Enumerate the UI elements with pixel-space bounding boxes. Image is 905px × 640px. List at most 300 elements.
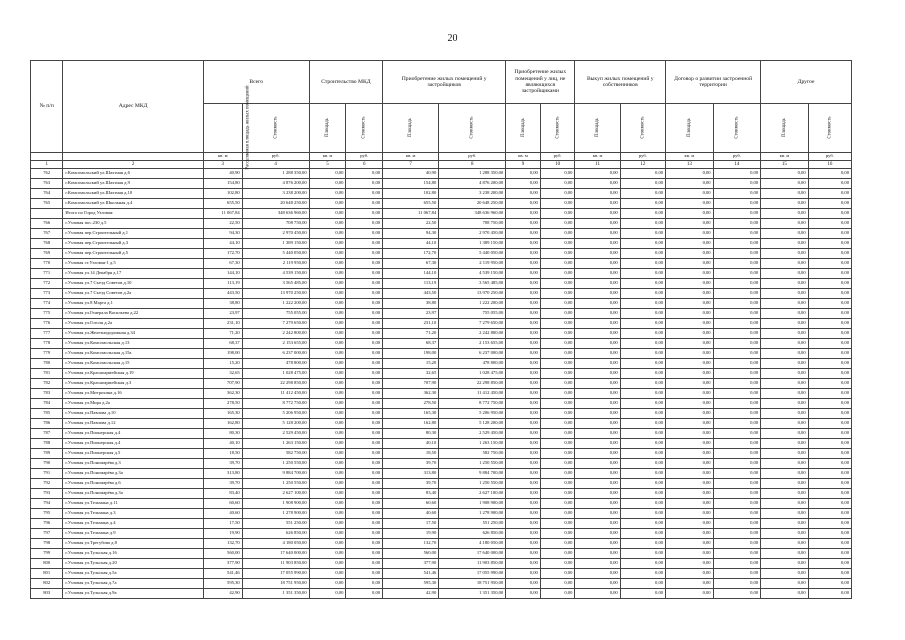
header-group-buyout: Выкуп жилых помещений у собственников [575, 61, 666, 104]
row-other-area: 0,00 [575, 409, 620, 419]
row-other-cost: 0,00 [540, 449, 575, 459]
row-construction-area: 0,00 [309, 429, 346, 439]
row-total-cost: 2 529 450,00 [242, 429, 309, 439]
row-construction-area: 0,00 [309, 419, 346, 429]
row-construction-area: 0,00 [309, 479, 346, 489]
row-other-cost: 0,00 [713, 349, 761, 359]
row-other-cost: 0,00 [713, 519, 761, 529]
row-developer-area: 19,90 [383, 529, 439, 539]
row-other-area: 0,00 [575, 509, 620, 519]
row-developer-area: 11 067,84 [383, 209, 439, 219]
row-total-cost: 755 055,00 [242, 309, 309, 319]
row-other-cost: 0,00 [713, 579, 761, 589]
row-other-area: 0,00 [666, 399, 714, 409]
row-other-area: 0,00 [506, 549, 541, 559]
row-construction-area: 0,00 [309, 589, 346, 599]
row-other-area: 0,00 [575, 279, 620, 289]
row-other-area: 0,00 [761, 219, 809, 229]
row-construction-cost: 0,00 [346, 169, 383, 179]
row-total-cost: 478 800,00 [242, 359, 309, 369]
row-total-area: 144,10 [203, 269, 242, 279]
row-other-cost: 0,00 [808, 189, 851, 199]
row-total-area: 595,30 [203, 579, 242, 589]
row-address: г.Комсомольский ул.Шахтная д.10 [63, 189, 203, 199]
column-number: 6 [346, 161, 383, 169]
row-other-cost: 0,00 [620, 279, 665, 289]
row-other-cost: 0,00 [620, 589, 665, 599]
row-construction-cost: 0,00 [346, 319, 383, 329]
row-construction-cost: 0,00 [346, 299, 383, 309]
row-other-area: 0,00 [506, 349, 541, 359]
row-other-area: 0,00 [666, 569, 714, 579]
row-other-area: 0,00 [506, 209, 541, 219]
row-other-cost: 0,00 [620, 459, 665, 469]
table-row [31, 529, 852, 539]
row-other-cost: 0,00 [808, 419, 851, 429]
row-other-area: 0,00 [506, 389, 541, 399]
table-row [31, 259, 852, 269]
unit-cost: руб. [242, 153, 309, 161]
row-other-area: 0,00 [666, 409, 714, 419]
row-address: г.Узловая пер.Строительный д.3 [63, 239, 203, 249]
row-construction-cost: 0,00 [346, 549, 383, 559]
row-total-area: 32,65 [203, 369, 242, 379]
row-construction-area: 0,00 [309, 279, 346, 289]
row-other-cost: 0,00 [620, 489, 665, 499]
row-total-area: 198,00 [203, 349, 242, 359]
row-other-cost: 0,00 [620, 469, 665, 479]
column-number: 12 [620, 161, 665, 169]
row-total-area: 443,50 [203, 289, 242, 299]
row-address: г.Узловая ул.Тельмана д.9 [63, 529, 203, 539]
row-other-cost: 0,00 [620, 319, 665, 329]
row-other-area: 0,00 [506, 499, 541, 509]
row-other-area: 0,00 [761, 359, 809, 369]
header-area-label: Площадь [325, 118, 330, 138]
row-other-cost: 0,00 [808, 359, 851, 369]
row-developer-cost: 4 876 200,00 [439, 179, 506, 189]
row-other-cost: 0,00 [713, 249, 761, 259]
row-construction-cost: 0,00 [346, 239, 383, 249]
row-other-area: 0,00 [506, 299, 541, 309]
row-other-area: 0,00 [761, 289, 809, 299]
row-other-area: 0,00 [761, 459, 809, 469]
row-total-area: 17,50 [203, 519, 242, 529]
row-other-cost: 0,00 [808, 329, 851, 339]
table-row [31, 289, 852, 299]
row-other-cost: 0,00 [540, 519, 575, 529]
row-address: Итого по Город Узловая: [63, 209, 203, 219]
row-other-cost: 0,00 [808, 549, 851, 559]
row-construction-area: 0,00 [309, 339, 346, 349]
row-other-area: 0,00 [575, 259, 620, 269]
row-other-cost: 0,00 [713, 239, 761, 249]
table-row [31, 469, 852, 479]
row-other-cost: 0,00 [620, 399, 665, 409]
row-construction-area: 0,00 [309, 439, 346, 449]
row-other-cost: 0,00 [540, 219, 575, 229]
row-other-area: 0,00 [575, 449, 620, 459]
row-developer-area: 22,50 [383, 219, 439, 229]
row-other-area: 0,00 [761, 309, 809, 319]
row-other-area: 0,00 [575, 209, 620, 219]
row-other-area: 0,00 [506, 449, 541, 459]
table-row [31, 349, 852, 359]
row-other-cost: 0,00 [620, 539, 665, 549]
row-construction-area: 0,00 [309, 349, 346, 359]
row-other-cost: 0,00 [808, 399, 851, 409]
row-number: 798 [31, 539, 63, 549]
row-other-cost: 0,00 [540, 569, 575, 579]
row-total-area: 11 067,84 [203, 209, 242, 219]
row-address: г.Узловая ул.Пионерская д.5 [63, 449, 203, 459]
row-other-area: 0,00 [506, 459, 541, 469]
row-other-cost: 0,00 [620, 429, 665, 439]
header-group-construction: Строительство МКД [309, 61, 382, 104]
row-address: г.Узловая пер.Строительный д.5 [63, 249, 203, 259]
row-other-area: 0,00 [506, 379, 541, 389]
row-construction-cost: 0,00 [346, 399, 383, 409]
column-number: 11 [575, 161, 620, 169]
row-other-cost: 0,00 [540, 409, 575, 419]
row-address: г.Узловая пос.230 д.5 [63, 219, 203, 229]
header-area-label: Площадь [781, 118, 787, 138]
row-construction-cost: 0,00 [346, 559, 383, 569]
row-other-cost: 0,00 [540, 339, 575, 349]
header-area [666, 104, 714, 153]
row-other-cost: 0,00 [713, 279, 761, 289]
row-other-cost: 0,00 [540, 179, 575, 189]
row-other-cost: 0,00 [540, 319, 575, 329]
row-other-area: 0,00 [666, 549, 714, 559]
row-construction-cost: 0,00 [346, 529, 383, 539]
unit-cell-empty [31, 153, 63, 161]
row-other-cost: 0,00 [713, 359, 761, 369]
row-construction-area: 0,00 [309, 229, 346, 239]
row-other-cost: 0,00 [808, 369, 851, 379]
row-construction-area: 0,00 [309, 399, 346, 409]
row-other-area: 0,00 [761, 369, 809, 379]
row-developer-cost: 5 440 050,00 [439, 249, 506, 259]
row-construction-cost: 0,00 [346, 229, 383, 239]
row-other-cost: 0,00 [713, 399, 761, 409]
row-number: 802 [31, 579, 63, 589]
page-number: 20 [447, 33, 458, 44]
resettlement-table [30, 60, 852, 599]
row-address: г.Узловая ул.7 Съезд Советов д.2а [63, 289, 203, 299]
row-construction-area: 0,00 [309, 299, 346, 309]
row-other-cost: 0,00 [808, 209, 851, 219]
row-developer-cost: 5 206 950,00 [439, 409, 506, 419]
table-row [31, 569, 852, 579]
row-other-area: 0,00 [575, 379, 620, 389]
row-address: г.Узловая ул.14 Декабря д.17 [63, 269, 203, 279]
row-total-cost: 4 539 150,00 [242, 269, 309, 279]
row-developer-area: 443,50 [383, 289, 439, 299]
row-construction-area: 0,00 [309, 559, 346, 569]
row-other-area: 0,00 [575, 249, 620, 259]
row-other-area: 0,00 [506, 569, 541, 579]
row-total-area: 15,20 [203, 359, 242, 369]
row-total-area: 132,70 [203, 539, 242, 549]
row-other-cost: 0,00 [540, 399, 575, 409]
row-developer-cost: 1 263 150,00 [439, 439, 506, 449]
row-other-cost: 0,00 [620, 359, 665, 369]
row-other-cost: 0,00 [620, 559, 665, 569]
row-construction-area: 0,00 [309, 249, 346, 259]
header-area-label: Расселяемая площадь жилых помещений [245, 85, 251, 171]
row-other-cost: 0,00 [713, 259, 761, 269]
row-other-cost: 0,00 [713, 379, 761, 389]
row-developer-cost: 2 529 450,00 [439, 429, 506, 439]
row-other-area: 0,00 [506, 399, 541, 409]
row-other-area: 0,00 [575, 169, 620, 179]
header-area-label: Площадь [686, 118, 692, 138]
row-total-area: 18,50 [203, 449, 242, 459]
row-address: г.Узловая ул.Тульская д.5а [63, 569, 203, 579]
row-other-cost: 0,00 [808, 349, 851, 359]
row-other-area: 0,00 [575, 479, 620, 489]
row-developer-area: 15,20 [383, 359, 439, 369]
unit-area: кв. м [575, 153, 620, 161]
row-other-area: 0,00 [761, 409, 809, 419]
row-other-area: 0,00 [666, 169, 714, 179]
row-developer-cost: 2 242 800,00 [439, 329, 506, 339]
row-other-area: 0,00 [575, 239, 620, 249]
row-developer-cost: 13 970 250,00 [439, 289, 506, 299]
header-units [31, 153, 852, 161]
row-other-cost: 0,00 [808, 379, 851, 389]
row-construction-area: 0,00 [309, 269, 346, 279]
row-other-cost: 0,00 [540, 389, 575, 399]
row-other-area: 0,00 [666, 249, 714, 259]
row-address: г.Узловая ул.7 Съезд Советов д.10 [63, 279, 203, 289]
unit-cost: руб. [620, 153, 665, 161]
row-construction-area: 0,00 [309, 179, 346, 189]
row-number: 775 [31, 309, 63, 319]
row-developer-area: 17,50 [383, 519, 439, 529]
row-total-area: 102,80 [203, 189, 242, 199]
row-other-cost: 0,00 [540, 429, 575, 439]
row-other-cost: 0,00 [540, 299, 575, 309]
row-other-area: 0,00 [761, 179, 809, 189]
row-construction-cost: 0,00 [346, 209, 383, 219]
header-cost [620, 104, 665, 153]
row-other-cost: 0,00 [808, 499, 851, 509]
row-construction-area: 0,00 [309, 289, 346, 299]
row-other-area: 0,00 [575, 549, 620, 559]
row-other-cost: 0,00 [808, 459, 851, 469]
row-construction-cost: 0,00 [346, 579, 383, 589]
row-other-area: 0,00 [761, 489, 809, 499]
row-other-cost: 0,00 [713, 179, 761, 189]
row-other-cost: 0,00 [620, 229, 665, 239]
row-address: г.Узловая ул.Комсомольская д.13 [63, 339, 203, 349]
row-total-cost: 1 250 550,00 [242, 459, 309, 469]
row-total-area: 40,90 [203, 169, 242, 179]
row-other-area: 0,00 [575, 269, 620, 279]
row-other-cost: 0,00 [620, 579, 665, 589]
row-other-cost: 0,00 [620, 419, 665, 429]
row-address: г.Узловая ул.Гоголя д.2а [63, 319, 203, 329]
table-row [31, 409, 852, 419]
row-other-cost: 0,00 [540, 229, 575, 239]
row-total-cost: 1 263 150,00 [242, 439, 309, 449]
row-other-area: 0,00 [575, 459, 620, 469]
row-construction-area: 0,00 [309, 529, 346, 539]
row-address: г.Узловая ул.Генерала Васильева д.22 [63, 309, 203, 319]
row-other-cost: 0,00 [540, 329, 575, 339]
row-other-cost: 0,00 [620, 339, 665, 349]
row-developer-cost: 5 128 200,00 [439, 419, 506, 429]
row-total-cost: 626 850,00 [242, 529, 309, 539]
row-number: 765 [31, 199, 63, 209]
row-other-area: 0,00 [506, 439, 541, 449]
table-row [31, 299, 852, 309]
column-number: 7 [383, 161, 439, 169]
row-other-area: 0,00 [506, 229, 541, 239]
row-other-cost: 0,00 [808, 299, 851, 309]
row-total-cost: 4 180 050,00 [242, 539, 309, 549]
row-address: г.Узловая пер.Строительный д.1 [63, 229, 203, 239]
row-developer-cost: 4 539 150,00 [439, 269, 506, 279]
row-total-area: 83,40 [203, 489, 242, 499]
row-other-area: 0,00 [575, 299, 620, 309]
row-other-area: 0,00 [761, 399, 809, 409]
row-address: г.Узловая ул.Тельмана д.11 [63, 499, 203, 509]
row-other-cost: 0,00 [540, 379, 575, 389]
row-total-area: 278,50 [203, 399, 242, 409]
column-number: 1 [31, 161, 63, 169]
row-other-area: 0,00 [506, 239, 541, 249]
row-other-area: 0,00 [575, 309, 620, 319]
row-other-area: 0,00 [575, 189, 620, 199]
row-number: 803 [31, 589, 63, 599]
row-other-area: 0,00 [575, 329, 620, 339]
row-other-area: 0,00 [666, 509, 714, 519]
row-construction-cost: 0,00 [346, 409, 383, 419]
row-total-area: 39,70 [203, 479, 242, 489]
row-number: 772 [31, 279, 63, 289]
table-row [31, 339, 852, 349]
row-other-cost: 0,00 [620, 189, 665, 199]
row-developer-area: 44,10 [383, 239, 439, 249]
row-other-area: 0,00 [761, 549, 809, 559]
column-number: 15 [761, 161, 809, 169]
row-construction-area: 0,00 [309, 309, 346, 319]
header-cost [242, 104, 309, 153]
row-other-area: 0,00 [761, 239, 809, 249]
row-other-area: 0,00 [666, 309, 714, 319]
row-other-area: 0,00 [761, 439, 809, 449]
row-total-cost: 1 908 900,00 [242, 499, 309, 509]
row-construction-area: 0,00 [309, 329, 346, 339]
row-number: 791 [31, 469, 63, 479]
row-other-cost: 0,00 [540, 539, 575, 549]
row-other-cost: 0,00 [713, 319, 761, 329]
row-construction-area: 0,00 [309, 409, 346, 419]
row-total-area: 60,60 [203, 499, 242, 509]
row-address: г.Узловая ул.Павлова д.10 [63, 409, 203, 419]
row-other-cost: 0,00 [620, 249, 665, 259]
row-address: г.Узловая ст.Узловая-1 д.5 [63, 259, 203, 269]
row-other-area: 0,00 [575, 579, 620, 589]
row-other-cost: 0,00 [713, 449, 761, 459]
row-other-area: 0,00 [761, 539, 809, 549]
row-other-area: 0,00 [666, 219, 714, 229]
row-other-cost: 0,00 [620, 529, 665, 539]
row-other-cost: 0,00 [808, 469, 851, 479]
unit-cell-empty [63, 153, 203, 161]
row-other-cost: 0,00 [713, 459, 761, 469]
row-developer-cost: 3 565 485,00 [439, 279, 506, 289]
row-construction-cost: 0,00 [346, 379, 383, 389]
row-other-area: 0,00 [666, 429, 714, 439]
row-other-area: 0,00 [761, 449, 809, 459]
row-developer-area: 172,70 [383, 249, 439, 259]
row-other-cost: 0,00 [620, 309, 665, 319]
row-developer-area: 38,80 [383, 299, 439, 309]
row-other-cost: 0,00 [808, 589, 851, 599]
row-total-cost: 11 412 450,00 [242, 389, 309, 399]
row-other-cost: 0,00 [620, 259, 665, 269]
row-other-area: 0,00 [575, 389, 620, 399]
row-other-area: 0,00 [666, 589, 714, 599]
row-construction-cost: 0,00 [346, 429, 383, 439]
row-other-cost: 0,00 [713, 529, 761, 539]
table-row [31, 589, 852, 599]
row-other-area: 0,00 [575, 539, 620, 549]
row-developer-area: 154,80 [383, 179, 439, 189]
row-other-area: 0,00 [666, 369, 714, 379]
row-total-area: 162,80 [203, 419, 242, 429]
row-other-area: 0,00 [666, 289, 714, 299]
row-total-area: 22,50 [203, 219, 242, 229]
row-other-cost: 0,00 [540, 349, 575, 359]
row-construction-cost: 0,00 [346, 309, 383, 319]
row-other-cost: 0,00 [620, 439, 665, 449]
row-other-area: 0,00 [761, 379, 809, 389]
header-group-other: Другое [761, 61, 852, 104]
row-total-area: 68,37 [203, 339, 242, 349]
row-other-area: 0,00 [506, 509, 541, 519]
row-developer-area: 60,60 [383, 499, 439, 509]
row-address: г.Узловая ул.Тельмана д.3 [63, 509, 203, 519]
row-total-area: 71,20 [203, 329, 242, 339]
row-other-area: 0,00 [761, 279, 809, 289]
row-construction-area: 0,00 [309, 209, 346, 219]
row-other-cost: 0,00 [620, 519, 665, 529]
row-number: 786 [31, 419, 63, 429]
unit-cost: руб. [439, 153, 506, 161]
row-other-cost: 0,00 [713, 389, 761, 399]
table-row [31, 459, 852, 469]
row-developer-area: 144,10 [383, 269, 439, 279]
row-construction-area: 0,00 [309, 489, 346, 499]
row-other-cost: 0,00 [713, 199, 761, 209]
row-construction-cost: 0,00 [346, 289, 383, 299]
row-number: 800 [31, 559, 63, 569]
row-other-cost: 0,00 [808, 509, 851, 519]
row-other-area: 0,00 [666, 329, 714, 339]
row-other-area: 0,00 [575, 439, 620, 449]
row-total-cost: 17 640 000,00 [242, 549, 309, 559]
row-number: 762 [31, 169, 63, 179]
header-cost-label: Стоимость [469, 116, 475, 140]
header-cost [439, 104, 506, 153]
row-other-area: 0,00 [666, 269, 714, 279]
column-number: 16 [808, 161, 851, 169]
